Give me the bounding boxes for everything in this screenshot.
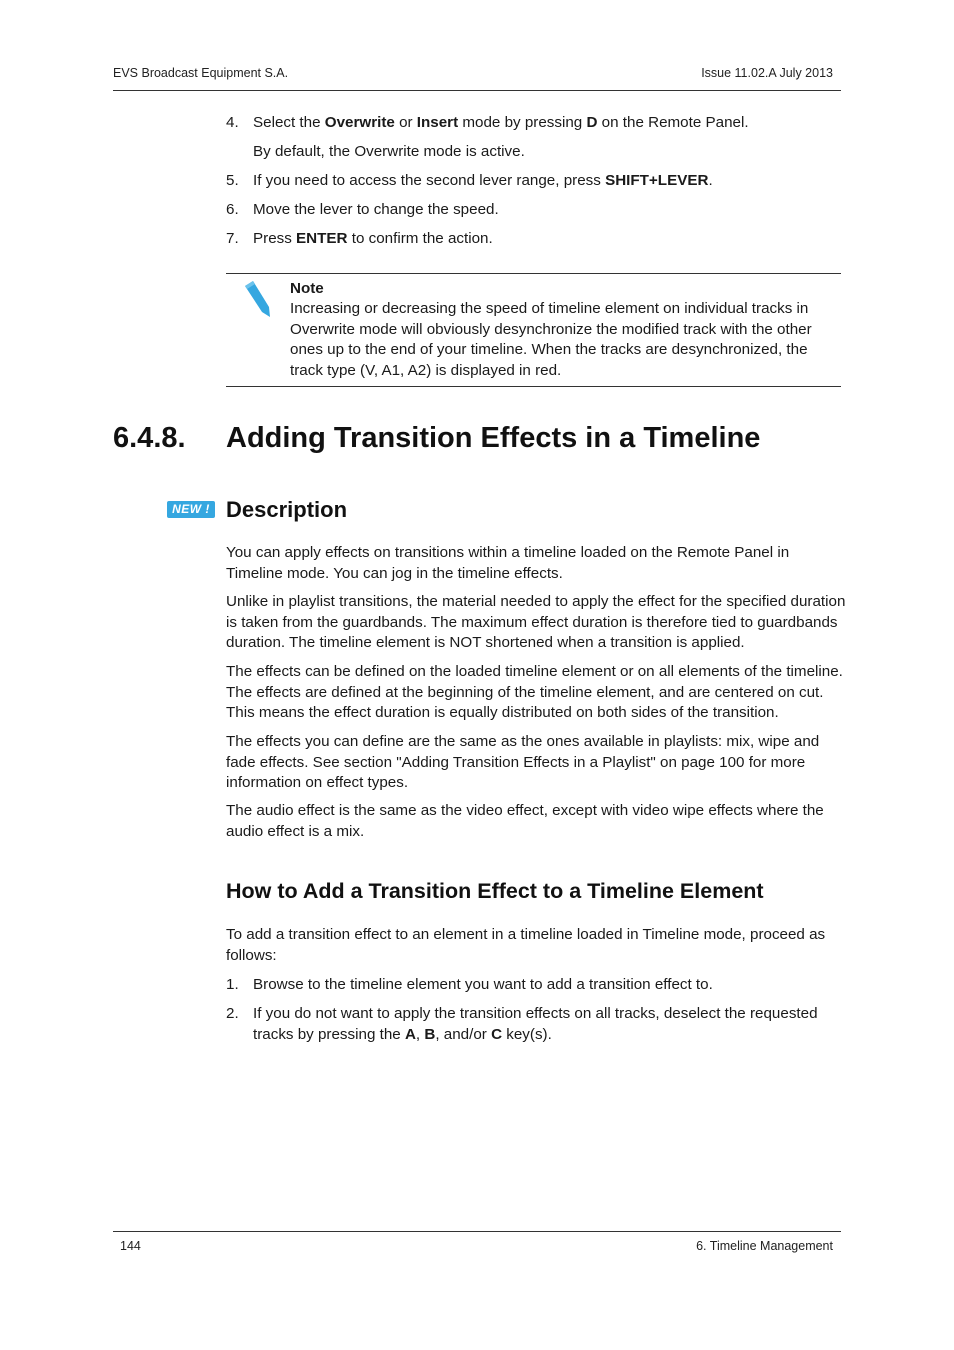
step-text: If you need to access the second lever range, press SHIFT+LEVER. [253,172,713,189]
section-title: Adding Transition Effects in a Timeline [226,422,761,454]
step-text: Select the Overwrite or Insert mode by pressing D on the Remote Panel. [253,114,749,131]
description-paragraph: The audio effect is the same as the video effect, except with video wipe effects where the audio effect is a mix. [226,802,824,840]
section-number: 6.4.8. [113,422,186,454]
step-number: 5. [226,172,239,189]
step-text: If you do not want to apply the transition effects on all tracks, deselect the requested tracks by pressing the A, B, and/or C key(s). [253,1005,818,1043]
pencil-icon [242,279,272,319]
description-paragraph: You can apply effects on transitions within a timeline loaded on the Remote Panel in Timeline mode. You can jog in the timeline effects. [226,544,790,582]
section-heading [113,422,760,455]
description-heading: Description [226,497,348,522]
step-number: 4. [226,114,239,131]
note-bottom-rule [226,386,841,387]
step-text: Browse to the timeline element you want to add a transition effect to. [253,976,713,993]
page-number: 144 [120,1239,141,1253]
step-number: 2. [226,1005,239,1022]
note-text: Increasing or decreasing the speed of timeline element on individual tracks in Overwrite mode will obviously desynchronize the modified track with the other ones up to the end of your timeline. When the tracks are desynchronized, the track type (V, A1, A2) is displayed in red. [290,300,812,379]
step-number: 1. [226,976,239,993]
description-paragraph: The effects you can define are the same as the ones available in playlists: mix, wipe and fade effects. See section "Adding Transition Effects in a Playlist" on page 100 for more information on effect types. [226,733,820,791]
howto-intro: To add a transition effect to an element in a timeline loaded in Timeline mode, proceed as follows: [226,926,826,964]
step-number: 7. [226,230,239,247]
header-rule [113,90,841,91]
howto-heading: How to Add a Transition Effect to a Timeline Element [226,879,764,903]
step-number: 6. [226,201,239,218]
description-paragraph: Unlike in playlist transitions, the material needed to apply the effect for the specified duration is taken from the guardbands. The maximum effect duration is therefore tied to guardbands duration. The timeline element is NOT shortened when a transition is applied. [226,593,846,651]
footer-rule [113,1231,841,1232]
note-title: Note [290,280,324,297]
footer-chapter: 6. Timeline Management [696,1239,833,1253]
description-paragraph: The effects can be defined on the loaded timeline element or on all elements of the timeline. The effects are defined at the beginning of the timeline element, and are centered on cut. This means the effect duration is equally distributed on both sides of the transition. [226,663,843,721]
header-issue: Issue 11.02.A July 2013 [701,66,833,80]
header-company: EVS Broadcast Equipment S.A. [113,66,289,80]
new-badge: NEW ! [167,501,215,518]
step-text: Move the lever to change the speed. [253,201,499,218]
step-text: Press ENTER to confirm the action. [253,230,493,247]
note-top-rule [226,273,841,274]
